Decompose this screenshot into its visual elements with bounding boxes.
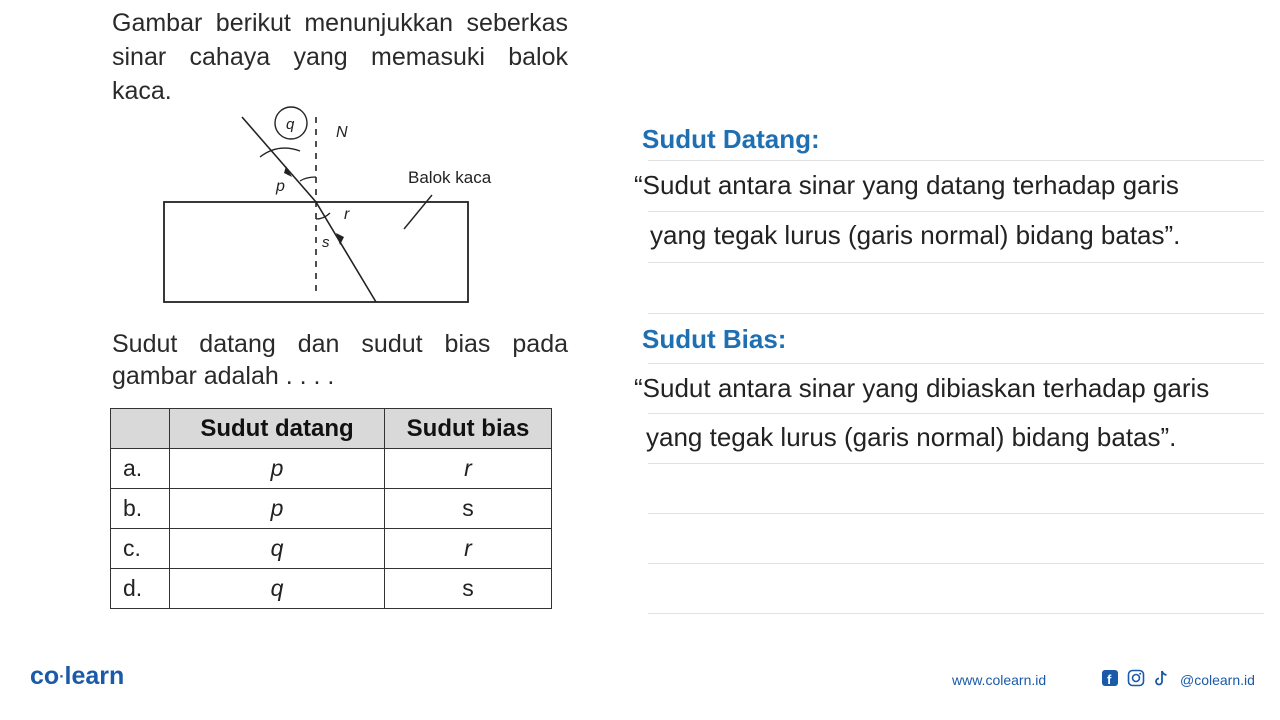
bias-cell: r bbox=[385, 449, 552, 489]
angle-q-arc bbox=[260, 148, 300, 157]
ruled-line bbox=[648, 363, 1264, 364]
social-icons bbox=[1100, 668, 1172, 688]
label-r: r bbox=[344, 206, 350, 223]
table-row bbox=[111, 489, 552, 529]
refraction-svg bbox=[150, 95, 530, 310]
option-label: c. bbox=[111, 529, 170, 569]
table-row bbox=[111, 569, 552, 609]
label-p: p bbox=[276, 178, 285, 195]
ruled-line bbox=[648, 160, 1264, 161]
bias-cell: r bbox=[385, 529, 552, 569]
label-block: Balok kaca bbox=[408, 168, 492, 187]
table-header-bias: Sudut bias bbox=[385, 409, 552, 449]
angle-p-arc bbox=[300, 177, 316, 181]
option-label: b. bbox=[111, 489, 170, 529]
bias-cell: s bbox=[385, 489, 552, 529]
label-s: s bbox=[322, 234, 330, 251]
table-header-row bbox=[111, 409, 552, 449]
table-header-datang: Sudut datang bbox=[170, 409, 385, 449]
social-handle[interactable]: @colearn.id bbox=[1180, 672, 1255, 688]
question-intro: Gambar berikut menunjukkan seberkas sinar cahaya yang memasuki balok kaca. bbox=[112, 9, 568, 105]
datang-cell: q bbox=[170, 569, 385, 609]
datang-cell: p bbox=[170, 449, 385, 489]
ruled-line bbox=[648, 262, 1264, 263]
note-bias-line1: “Sudut antara sinar yang dibiaskan terhadap garis bbox=[634, 373, 1210, 403]
ruled-line bbox=[648, 513, 1264, 514]
refracted-arrow bbox=[336, 233, 344, 245]
label-q: q bbox=[286, 116, 295, 133]
ruled-line bbox=[648, 313, 1264, 314]
table-row bbox=[111, 529, 552, 569]
facebook-icon[interactable] bbox=[1100, 668, 1120, 688]
brand-right: learn bbox=[64, 662, 125, 690]
answer-table bbox=[110, 408, 552, 609]
option-label: a. bbox=[111, 449, 170, 489]
bias-cell: s bbox=[385, 569, 552, 609]
colearn-logo bbox=[30, 662, 124, 691]
brand-left: co bbox=[30, 662, 60, 690]
datang-cell: p bbox=[170, 489, 385, 529]
ruled-line bbox=[648, 563, 1264, 564]
svg-text:f: f bbox=[1107, 672, 1112, 687]
table-row bbox=[111, 449, 552, 489]
note-bias-title: Sudut Bias: bbox=[642, 324, 787, 354]
ruled-line bbox=[648, 211, 1264, 212]
brand-dot: · bbox=[59, 668, 65, 686]
note-bias-line2: yang tegak lurus (garis normal) bidang batas”. bbox=[646, 422, 1177, 452]
table-header-blank bbox=[111, 409, 170, 449]
ruled-line bbox=[648, 463, 1264, 464]
label-N: N bbox=[336, 124, 348, 141]
question-prompt: Sudut datang dan sudut bias pada gambar adalah . . . . bbox=[112, 330, 568, 390]
note-datang-line1: “Sudut antara sinar yang datang terhadap garis bbox=[634, 170, 1179, 200]
website-link[interactable]: www.colearn.id bbox=[952, 672, 1047, 688]
datang-cell: q bbox=[170, 529, 385, 569]
note-datang-title: Sudut Datang: bbox=[642, 124, 820, 154]
ruled-line bbox=[648, 613, 1264, 614]
refraction-diagram bbox=[150, 95, 530, 310]
instagram-icon[interactable] bbox=[1126, 668, 1146, 688]
option-label: d. bbox=[111, 569, 170, 609]
note-datang-line2: yang tegak lurus (garis normal) bidang batas”. bbox=[650, 220, 1181, 250]
ruled-line bbox=[648, 413, 1264, 414]
block-leader-line bbox=[404, 195, 432, 229]
tiktok-icon[interactable] bbox=[1152, 668, 1172, 688]
